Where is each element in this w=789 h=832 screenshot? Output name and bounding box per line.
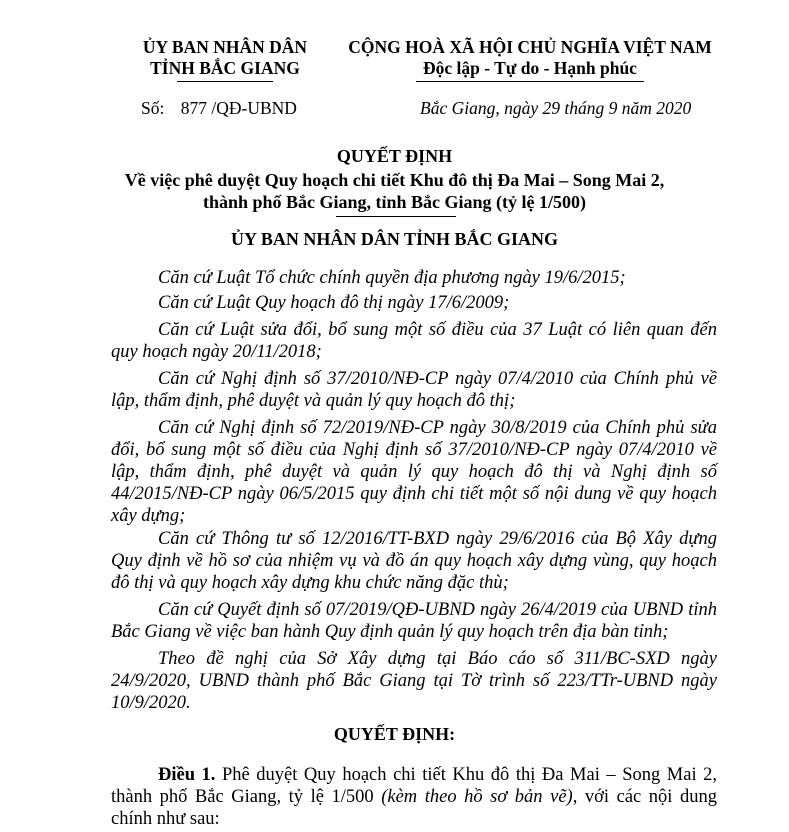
article-1-line1 bbox=[111, 764, 717, 786]
doc-number-label: Số: bbox=[141, 98, 165, 118]
doc-type-heading: QUYẾT ĐỊNH bbox=[336, 146, 453, 166]
place-date: Bắc Giang, ngày 29 tháng 9 năm 2020 bbox=[420, 98, 692, 118]
basis-6 bbox=[111, 528, 717, 594]
national-title: CỘNG HOÀ XÃ HỘI CHỦ NGHĨA VIỆT NAM bbox=[348, 37, 712, 57]
article-1-text: thành phố Bắc Giang, tỷ lệ 1/500 bbox=[111, 787, 382, 807]
basis-4 bbox=[111, 368, 717, 412]
subject-line1: Về việc phê duyệt Quy hoạch chi tiết Khu đô thị Đa Mai – Song Mai 2, bbox=[124, 170, 665, 190]
basis-line: 10/9/2020. bbox=[111, 693, 191, 713]
doc-number bbox=[141, 98, 297, 119]
basis-line: lập, thẩm định, phê duyệt và quản lý quy hoạch đô thị; bbox=[111, 391, 516, 411]
article-1-line3: chính như sau: bbox=[111, 809, 220, 829]
basis-line: xây dựng; bbox=[111, 506, 186, 526]
agency-underline bbox=[177, 81, 273, 82]
basis-line: Căn cứ Luật Quy hoạch đô thị ngày 17/6/2009; bbox=[158, 293, 510, 313]
basis-line: Bắc Giang về việc ban hành Quy định quản lý quy hoạch trên địa bàn tỉnh; bbox=[111, 622, 669, 642]
basis-line: 24/9/2020, UBND thành phố Bắc Giang tại Tờ trình số 223/TTr-UBND ngày bbox=[111, 671, 717, 691]
article-1-italic: (kèm theo hồ sơ bản vẽ) bbox=[381, 787, 573, 807]
article-1-text: , với các nội dung bbox=[572, 787, 717, 807]
doc-number-value: 877 /QĐ-UBND bbox=[180, 98, 297, 118]
basis-2 bbox=[111, 292, 717, 314]
basis-8 bbox=[111, 648, 717, 714]
basis-line: lập, thẩm định, phê duyệt và quản lý quy hoạch đô thị và Nghị định số bbox=[111, 462, 717, 482]
authority-heading: ỦY BAN NHÂN DÂN TỈNH BẮC GIANG bbox=[230, 229, 559, 249]
national-motto: Độc lập - Tự do - Hạnh phúc bbox=[423, 58, 637, 78]
basis-1 bbox=[111, 267, 717, 289]
basis-line: đổi, bổ sung một số điều của Nghị định số 37/2010/NĐ-CP ngày 07/4/2010 về bbox=[111, 440, 717, 460]
subject-underline bbox=[336, 216, 456, 217]
article-1-label: Điều 1. bbox=[158, 765, 216, 785]
basis-line: đô thị và quy hoạch xây dựng khu chức năng đặc thù; bbox=[111, 573, 509, 593]
basis-line: Căn cứ Luật Tổ chức chính quyền địa phương ngày 19/6/2015; bbox=[158, 268, 626, 288]
subject-line2: thành phố Bắc Giang, tỉnh Bắc Giang (tỷ lệ 1/500) bbox=[202, 192, 587, 212]
article-1-line2 bbox=[111, 786, 717, 808]
basis-7 bbox=[111, 599, 717, 643]
basis-line: quy hoạch ngày 20/11/2018; bbox=[111, 342, 322, 362]
article-1-text: Phê duyệt Quy hoạch chi tiết Khu đô thị Đa Mai – Song Mai 2, bbox=[215, 765, 718, 785]
basis-line: Căn cứ Quyết định số 07/2019/QĐ-UBND ngày 26/4/2019 của UBND tỉnh bbox=[158, 600, 717, 620]
basis-3 bbox=[111, 319, 717, 363]
basis-line: Căn cứ Luật sửa đổi, bổ sung một số điều của 37 Luật có liên quan đến bbox=[158, 320, 717, 340]
agency-name-line1: ỦY BAN NHÂN DÂN bbox=[142, 37, 308, 57]
basis-line: Căn cứ Nghị định số 72/2019/NĐ-CP ngày 30/8/2019 của Chính phủ sửa bbox=[158, 418, 717, 438]
basis-line: 44/2015/NĐ-CP ngày 06/5/2015 quy định chi tiết một số nội dung về quy hoạch bbox=[111, 484, 717, 504]
basis-line: Căn cứ Nghị định số 37/2010/NĐ-CP ngày 07/4/2010 của Chính phủ về bbox=[158, 369, 717, 389]
basis-line: Theo đề nghị của Sở Xây dựng tại Báo cáo số 311/BC-SXD ngày bbox=[158, 649, 717, 669]
decision-heading: QUYẾT ĐỊNH: bbox=[333, 724, 456, 744]
agency-name-line2: TỈNH BẮC GIANG bbox=[150, 58, 300, 78]
article-1 bbox=[111, 764, 717, 830]
basis-line: Căn cứ Thông tư số 12/2016/TT-BXD ngày 29/6/2016 của Bộ Xây dựng bbox=[158, 529, 717, 549]
basis-5 bbox=[111, 417, 717, 527]
basis-line: Quy định về hồ sơ của nhiệm vụ và đồ án quy hoạch xây dựng vùng, quy hoạch bbox=[111, 551, 717, 571]
motto-underline bbox=[416, 81, 644, 82]
